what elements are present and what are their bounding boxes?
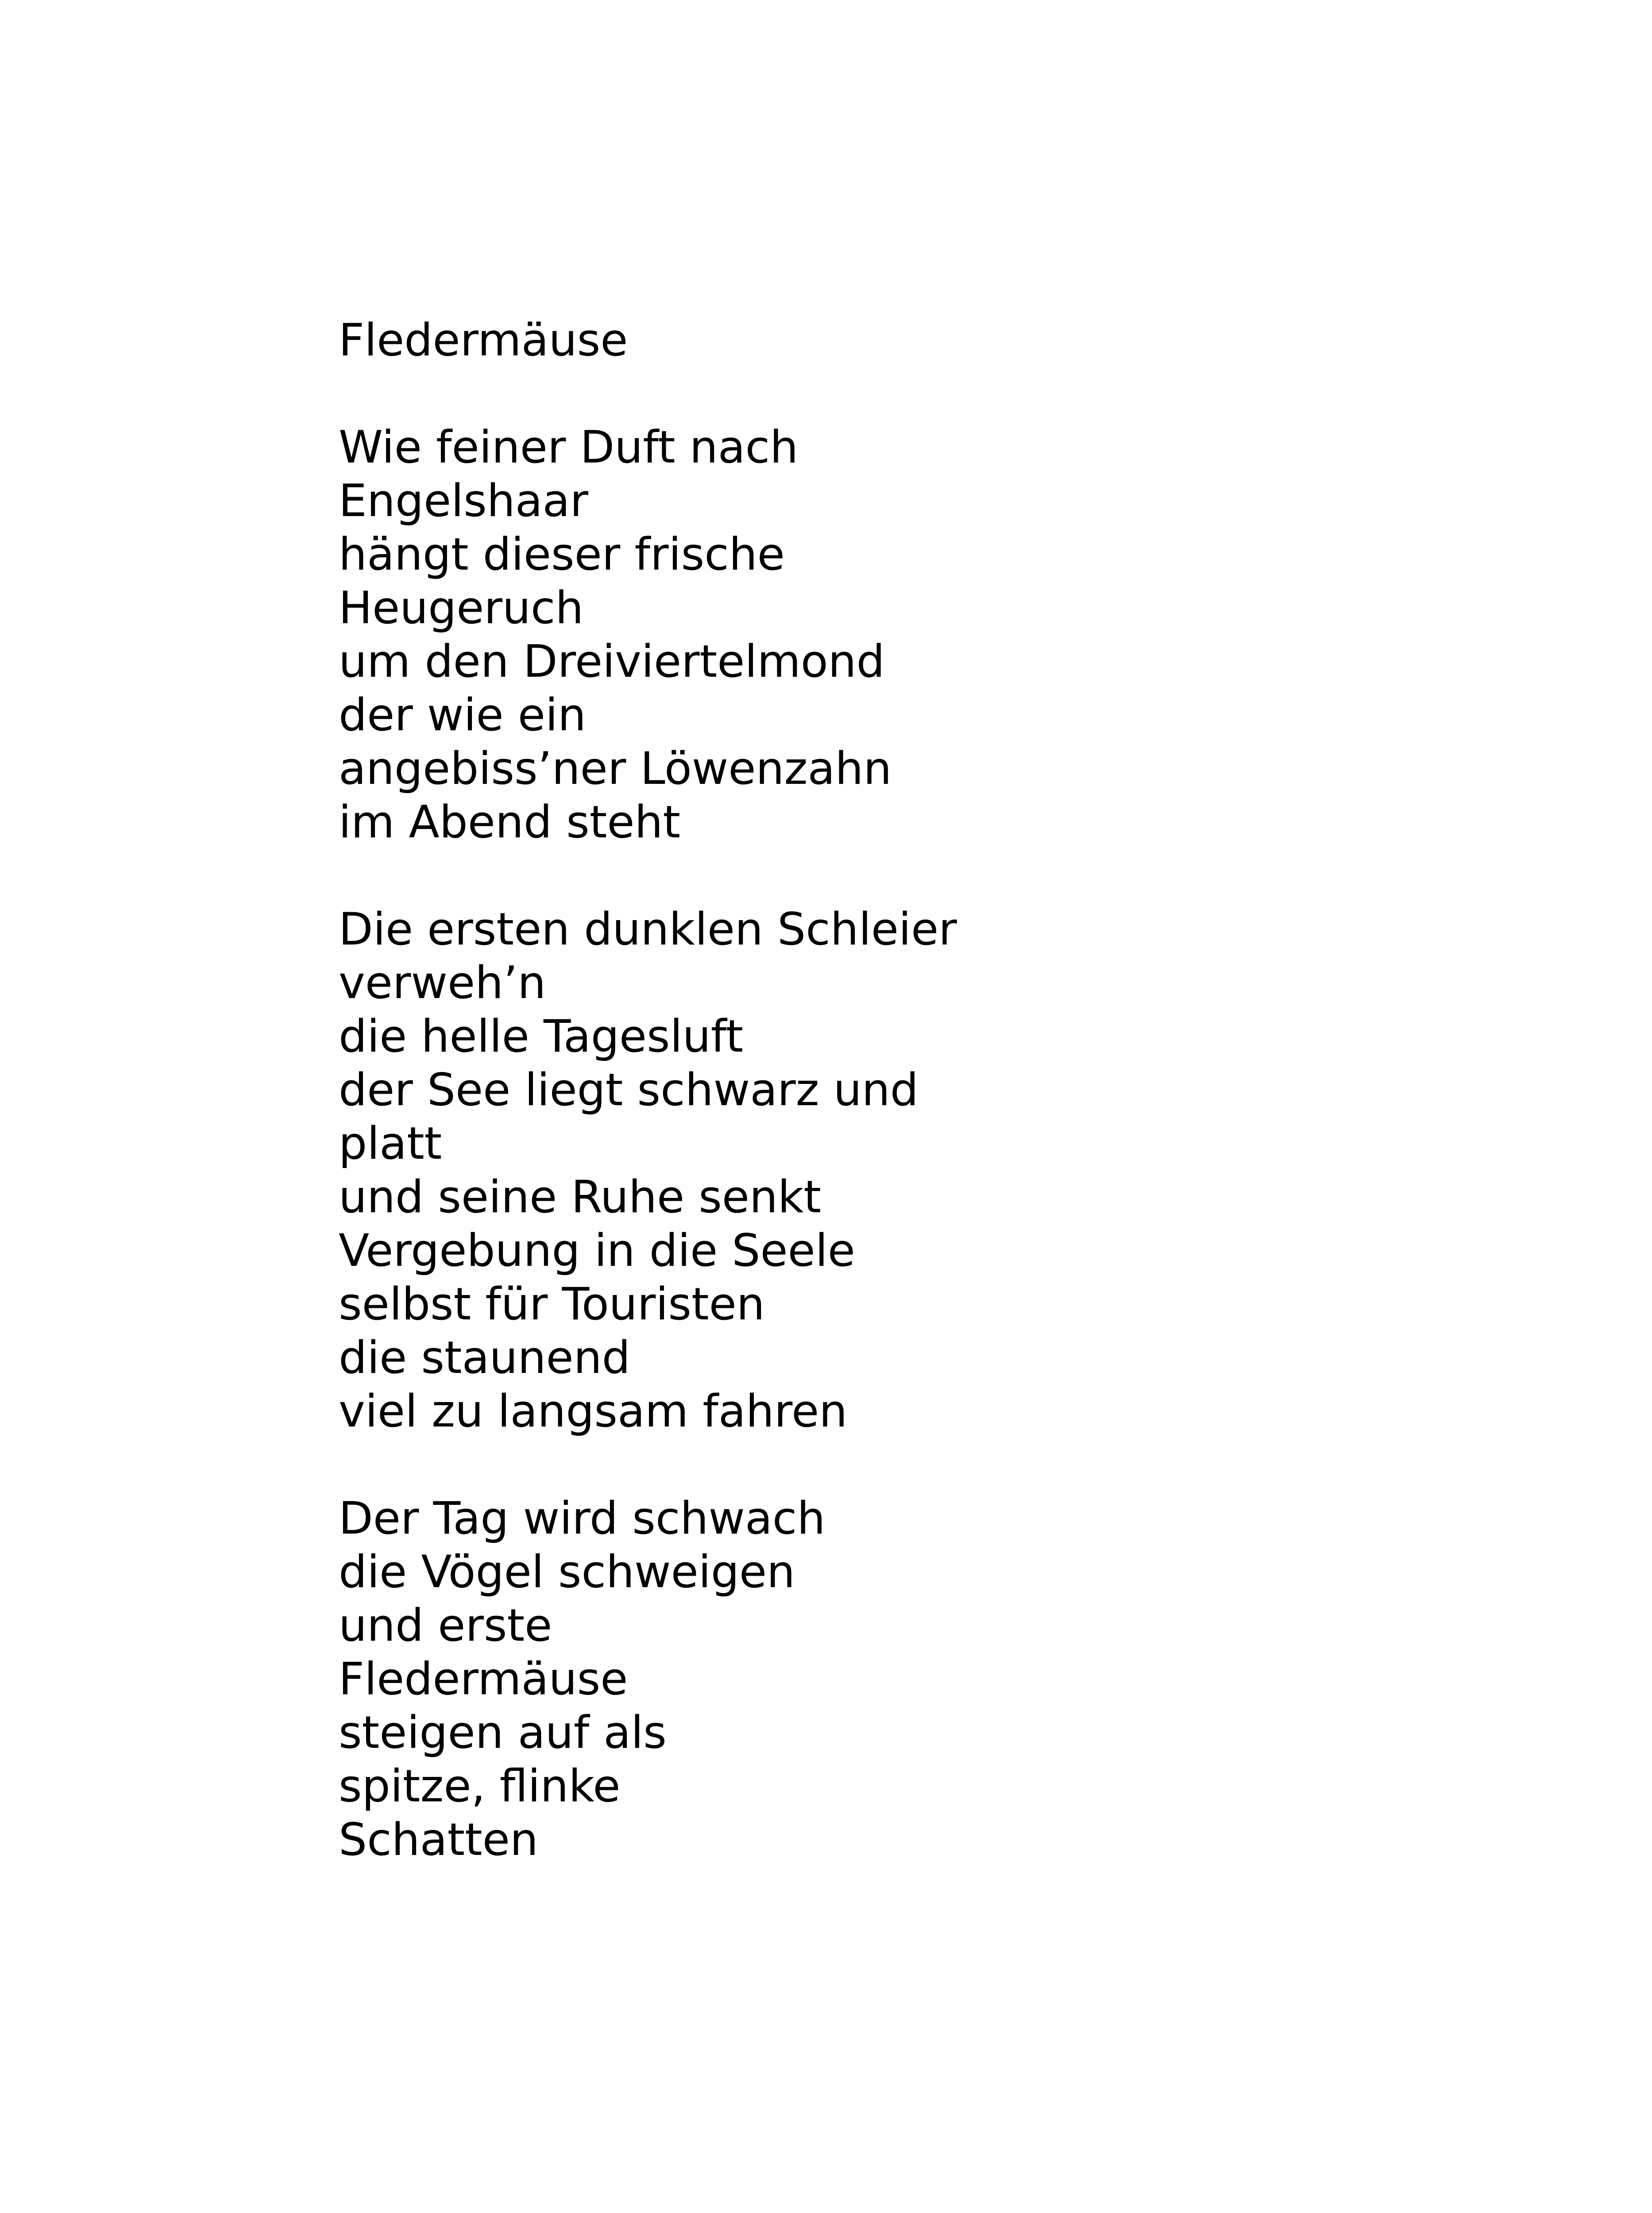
poem-line: die staunend [339,1331,630,1384]
stanza-2 [339,902,1490,1438]
poem-line: Schatten [339,1813,538,1866]
poem-line: die helle Tagesluft [339,1010,744,1062]
poem [339,313,1490,1866]
stanza-1 [339,420,1490,849]
poem-line: Der Tag wird schwach [339,1492,826,1544]
poem-line: hängt dieser frische [339,528,785,580]
poem-line: Heugeruch [339,582,584,634]
poem-line: der wie ein [339,689,587,741]
poem-line: Fledermäuse [339,1653,628,1705]
poem-line: steigen auf als [339,1706,667,1758]
poem-line: und erste [339,1599,552,1651]
poem-title: Fledermäuse [339,314,628,366]
poem-line: Engelshaar [339,474,589,527]
poem-line: die Vögel schweigen [339,1546,795,1598]
poem-line: spitze, flinke [339,1760,621,1812]
poem-line: um den Dreiviertelmond [339,635,885,687]
poem-line: verweh’n [339,956,546,1009]
poem-line: und seine Ruhe senkt [339,1171,822,1223]
poem-line: im Abend steht [339,796,681,848]
stanza-3 [339,1492,1490,1866]
poem-line: viel zu langsam fahren [339,1385,848,1437]
poem-line: Vergebung in die Seele [339,1224,855,1276]
poem-line: platt [339,1117,442,1169]
poem-line: selbst für Touristen [339,1278,765,1330]
poem-line: angebiss’ner Löwenzahn [339,742,892,794]
poem-line: Die ersten dunklen Schleier [339,903,957,955]
poem-line: Wie feiner Duft nach [339,421,799,473]
poem-line: der See liegt schwarz und [339,1064,919,1116]
